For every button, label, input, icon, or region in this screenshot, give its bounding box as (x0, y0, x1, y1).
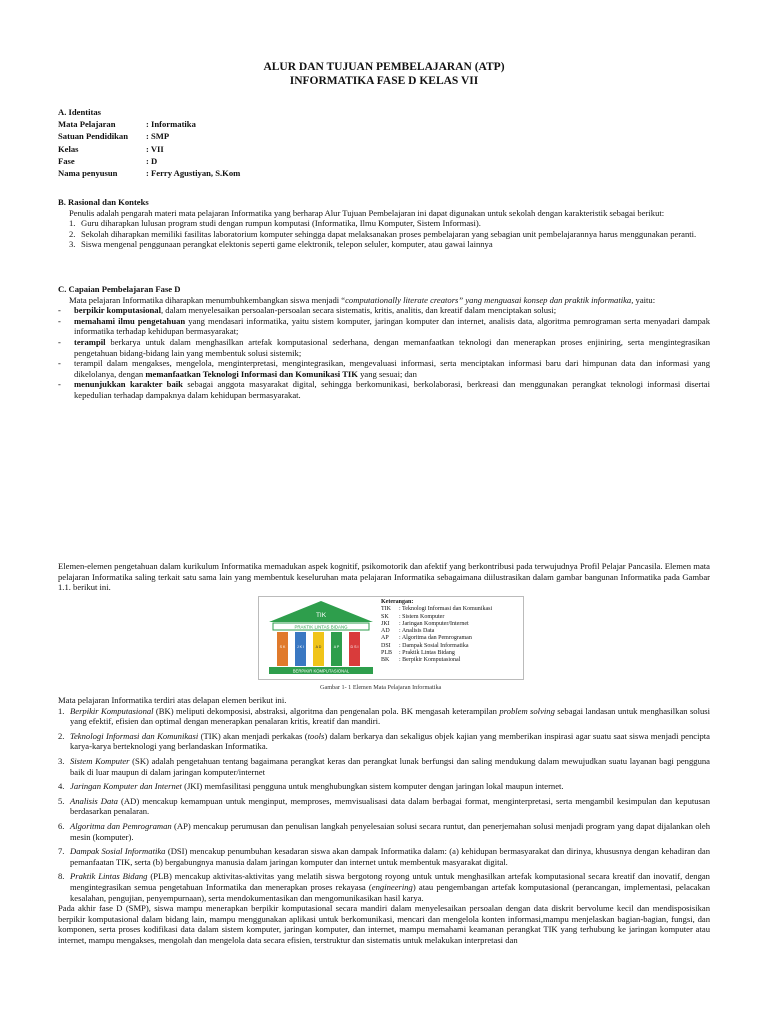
bullet-bold: berpikir komputasional (74, 305, 161, 316)
list-item (58, 731, 710, 752)
list-number: 6. (58, 820, 65, 831)
desc: (TIK) akan menjadi perkakas ( (198, 730, 308, 741)
bullet-bold: memahami ilmu pengetahuan (74, 315, 186, 326)
identity-label: Kelas (58, 143, 79, 154)
legend-row (381, 614, 521, 621)
term: Jaringan Komputer dan Internet (70, 781, 182, 792)
list-number: 7. (58, 846, 65, 857)
figure-bangunan-informatika (258, 596, 524, 680)
identity-value: : SMP (146, 131, 170, 142)
legend-row (381, 621, 521, 628)
legend-row (381, 643, 521, 650)
term: Analisis Data (70, 795, 118, 806)
identity-label: Fase (58, 155, 75, 166)
bullet-dash: - (58, 379, 61, 390)
term: Sistem Komputer (70, 755, 130, 766)
list-number: 1. (58, 705, 65, 716)
term: Berpikir Komputasional (70, 705, 154, 716)
list-number: 1. (69, 218, 76, 229)
bullet-item (58, 316, 710, 337)
term: problem solving (499, 705, 555, 716)
pillar-label: J K I (296, 645, 305, 649)
list-number: 2. (69, 228, 76, 239)
list-item (58, 239, 710, 250)
list-number: 3. (69, 239, 76, 250)
desc: sebagai landasan untuk menghasilkan solusi yang efektif, efisien dan optimal dengan menerapkan penalaran kritis, kreatif dan mandiri. (70, 705, 710, 727)
pillar-dsi (349, 632, 360, 666)
paragraph: Mata pelajaran Informatika terdiri atas delapan elemen berikut ini. (58, 695, 287, 705)
list-text (70, 846, 710, 867)
section-heading: C. Capaian Pembelajaran Fase D (58, 284, 181, 294)
title-line-1: ALUR DAN TUJUAN PEMBELAJARAN (ATP) (263, 61, 505, 73)
bullet-text (74, 305, 710, 316)
list-text: Guru diharapkan lulusan program studi dengan rumpun komputasi (Informatika, Ilmu Komputer, Sistem Informasi). (81, 218, 481, 229)
legend-abbr: PLB (381, 650, 393, 657)
legend-abbr: SK (381, 613, 389, 620)
bullet-body: yang sesuai; dan (357, 368, 417, 379)
desc: (DSI) mencakup penumbuhan kesadaran siswa akan dampak Informatika dalam: (a) kehidupan bermasyarakat dan dirinya, khususnya dengan kehadiran dan pemanfaatan TIK, serta (b) bergabungnya manusia dalam jaringan komputer dan internet untuk membentuk masyarakat digital. (70, 846, 710, 867)
desc: (AP) mencakup perumusan dan penulisan langkah penyelesaian solusi secara runtut, dan penerjemahan solusi menjadi program yang dapat dijalankan oleh mesin (komputer). (70, 820, 710, 842)
section-capaian (58, 284, 710, 401)
term: Teknologi Informasi dan Komunikasi (70, 730, 199, 741)
identity-row (58, 156, 710, 168)
bullet-text (74, 358, 710, 379)
identity-row (58, 131, 710, 143)
bullet-dash: - (58, 336, 61, 347)
list-number: 4. (58, 781, 65, 792)
term: Dampak Sosial Informatika (70, 846, 166, 857)
intro-emphasis: computationally literate creators” yang menguasai konsep dan praktik informatika, (345, 294, 634, 305)
desc: (BK) meliputi dekomposisi, abstraksi, algoritma dan pengenalan pola. BK mengasah keterampilan (153, 705, 500, 716)
intro-text: Mata pelajaran Informatika diharapkan menumbuhkembangkan siswa menjadi “ (69, 294, 346, 305)
list-item (58, 846, 710, 867)
legend-desc: : Analisis Data (399, 628, 435, 635)
title-line-2: INFORMATIKA FASE D KELAS VII (289, 75, 479, 87)
list-item (58, 756, 710, 777)
identity-label: Mata Pelajaran (58, 119, 116, 130)
pillar-label: D S I (350, 645, 359, 649)
paragraph-elemen: Elemen-elemen pengetahuan dalam kurikulum Informatika memadukan aspek kognitif, psikomotorik dan afektif yang berkontribusi pada terwujudnya Profil Pelajar Pancasila. Elemen mata pelajaran Informatika saling terkait satu sama lain yang membentuk keseluruhan mata pelajaran Informatika sebagaimana diilustrasikan dalam gambar bangunan Informatika pada Gambar 1.1. berikut ini. (58, 561, 710, 593)
legend-desc: : Algoritma dan Pemrograman (399, 635, 472, 642)
figure-legend (381, 599, 521, 665)
legend-desc: : Praktik Lintas Bidang (399, 650, 455, 657)
list-text (70, 731, 710, 752)
document-title (0, 60, 768, 88)
legend-abbr: AD (381, 628, 390, 635)
list-item (58, 821, 710, 842)
legend-desc: : Dampak Sosial Informatika (399, 642, 469, 649)
desc: ) atau pengembangan artefak komputasional (perancangan, implementasi, pelacakan kesalahan, pengujian, penyempurnaan), serta mendokumentasikan dan mengomunikasikan hasil karya. (70, 881, 710, 903)
term: engineering (371, 881, 413, 892)
list-text: Siswa mengenal penggunaan perangkat elektonis seperti game elektronik, telepon seluler, komputer, atau gawai lainnya (81, 239, 493, 250)
identity-label: Satuan Pendidikan (58, 131, 128, 142)
bullet-bold: menunjukkan karakter baik (74, 379, 183, 390)
section-heading: A. Identitas (58, 107, 101, 117)
bullet-item (58, 305, 710, 316)
identity-value: : Ferry Agustiyan, S.Kom (146, 167, 241, 178)
list-item (58, 218, 710, 229)
list-text (70, 781, 710, 792)
list-number: 3. (58, 755, 65, 766)
identity-label: Nama penyusun (58, 167, 118, 178)
desc: (JKI) memfasilitasi pengguna untuk menghubungkan sistem komputer dengan jaringan lokal maupun internet. (181, 781, 564, 792)
legend-title: Keterangan: (381, 599, 414, 605)
list-text (70, 796, 710, 817)
desc: (PLB) mencakup aktivitas-aktivitas yang melatih siswa bergotong royong untuk untuk menghasilkan artefak komputasional secara kreatif dan inovatif, dengan mengintegrasikan semua pengetahuan Informatika dan menerapkan proses rekayasa ( (70, 871, 710, 892)
pillar-label: A P (333, 645, 340, 649)
intro-text: yaitu: (633, 294, 656, 305)
legend-row (381, 657, 521, 664)
identity-value: : D (146, 155, 158, 166)
paragraph: Penulis adalah pengarah materi mata pelajaran Informatika yang berharap Alur Tujuan Pembelajaran ini dapat digunakan untuk sekolah dengan karakteristik sebagai berikut: (69, 207, 665, 218)
identity-row (58, 119, 710, 131)
legend-row (381, 650, 521, 657)
legend-row (381, 635, 521, 642)
pillar-ap (331, 632, 342, 666)
paragraph (58, 295, 710, 306)
list-text: Sekolah diharapkan memiliki fasilitas laboratorium komputer sehingga dapat melaksanakan proses pembelajaran yang sebagian unit pembelajarannya harus menggunakan peranti. (81, 228, 697, 239)
bullet-dash: - (58, 315, 61, 326)
pillar-sk (277, 632, 288, 666)
section-identitas (58, 107, 710, 180)
figure-caption: Gambar 1- 1 Elemen Mata Pelajaran Informatika (320, 684, 442, 691)
bullet-item (58, 379, 710, 400)
legend-desc: : Jaringan Komputer/Internet (399, 620, 469, 627)
desc: (SK) adalah pengetahuan tentang bagaimana perangkat keras dan perangkat lunak berfungsi dan saling mendukung dalam mewujudkan suatu layanan bagi pengguna baik di luar maupun di dalam jaringan komputer/internet (70, 755, 710, 777)
list-text (70, 706, 710, 727)
pillar-label: S K (279, 645, 286, 649)
legend-desc: : Sistem Komputer (399, 613, 445, 620)
bullet-text (74, 379, 710, 400)
legend-abbr: BK (381, 657, 390, 664)
term: Praktik Lintas Bidang (70, 871, 148, 882)
list-text (70, 756, 710, 777)
pillar-label: A D (315, 645, 322, 649)
section-rasional (58, 197, 710, 250)
paragraph-akhir-fase: Pada akhir fase D (SMP), siswa mampu menerapkan berpikir komputasional secara mandiri dalam menyelesaikan persoalan dengan data diskrit bervolume kecil dan mendisposisikan berpikir komputasional dalam bidang lain, mampu menggunakan aplikasi untuk berkomunikasi, mencari dan mengelola konten informasi,mampu menjelaskan bagian-bagian, fungsi, dan komponen, serta proses kodifikasi data dalam sistem komputer, jaringan komputer, dan internet, mampu memahami keamanan perangkat TIK yang terhubung ke jaringan komputer atau internet, mampu mengakses, mengolah dan mengelola data secara efisien, terstruktur dan sistematis untuk melakukan interpretasi dan (58, 903, 710, 945)
list-number: 5. (58, 795, 65, 806)
pillar-jki (295, 632, 306, 666)
list-item (58, 871, 710, 903)
desc: (AD) mencakup kemampuan untuk menginput, memproses, memvisualisasi data dalam berbagai format, menginterpretasi, serta mengambil kesimpulan dan keputusan berdasarkan penalaran. (70, 795, 711, 817)
legend-desc: : Berpikir Komputasional (399, 657, 461, 664)
list-item (58, 229, 710, 240)
list-item (58, 781, 710, 792)
list-number: 8. (58, 871, 65, 882)
bullet-item (58, 358, 710, 379)
identity-row (58, 168, 710, 180)
desc: ) dalam berkarya dan sekaligus objek kajian yang memberikan inspirasi agar suatu saat siswa menjadi pencipta karya-karya berteknologi yang berlandaskan Informatika. (70, 730, 710, 752)
legend-abbr: TIK (381, 606, 391, 613)
section-delapan-elemen (58, 695, 710, 945)
term: tools (307, 730, 325, 741)
bullet-bold: memanfaatkan Teknologi Informasi dan Komunikasi TIK (145, 368, 358, 379)
bullet-text (74, 337, 710, 358)
bullet-dash: - (58, 358, 61, 369)
building-diagram (261, 598, 381, 678)
identity-row (58, 144, 710, 156)
bullet-item (58, 337, 710, 358)
list-text (70, 821, 710, 842)
legend-row (381, 628, 521, 635)
pillar-ad (313, 632, 324, 666)
base-label: BERPIKIR KOMPUTASIONAL (292, 668, 350, 674)
bullet-dash: - (58, 305, 61, 316)
identity-value: : Informatika (146, 119, 196, 130)
bullet-body: yang mendasari informatika, yaitu sistem komputer, jaringan komputer dan internet, analisis data, algoritma pemrograman serta menyadari dampak informatika terhadap kehidupan bermasyarakat; (74, 315, 710, 337)
bullet-body: berkarya untuk dalam menghasilkan artefak komputasional sederhana, dengan memanfaatkan teknologi dan menerapkan proses enjiniring, serta mengintegrasikan pengetahuan bidang-bidang lain yang membentuk solusi sistemik; (74, 336, 710, 358)
legend-abbr: AP (381, 635, 389, 642)
legend-abbr: DSI (381, 642, 391, 649)
bullet-body: , dalam menyelesaikan persoalan-persoalan secara sistematis, kritis, analitis, dan kreatif dalam menciptakan solusi; (161, 305, 557, 316)
bullet-text (74, 316, 710, 337)
list-text (70, 871, 710, 903)
legend-abbr: JKI (381, 620, 390, 627)
legend-row (381, 606, 521, 613)
roof-label: TIK (315, 612, 327, 619)
section-heading: B. Rasional dan Konteks (58, 197, 149, 207)
list-item (58, 796, 710, 817)
term: Algoritma dan Pemrograman (70, 820, 172, 831)
bullet-body: terampil dalam mengakses, mengelola, menginterpretasi, mengintegrasikan, mengevaluasi informasi, serta menciptakan informasi baru dari himpunan data dan informasi yang dikelolanya, dengan (74, 358, 710, 379)
list-item (58, 706, 710, 727)
beam-label: PRAKTIK LINTAS BIDANG (294, 624, 348, 630)
list-number: 2. (58, 730, 65, 741)
bullet-bold: terampil (74, 336, 106, 347)
bullet-body: sebagai anggota masyarakat digital, sehingga berkomunikasi, berkolaborasi, berkreasi dan menggunakan perangkat teknologi informasi disertai kepedulian terhadap dampaknya dalam kehidupan bermasyarakat. (74, 379, 710, 400)
legend-desc: : Teknologi Informasi dan Komunikasi (399, 606, 493, 613)
identity-value: : VII (146, 143, 164, 154)
